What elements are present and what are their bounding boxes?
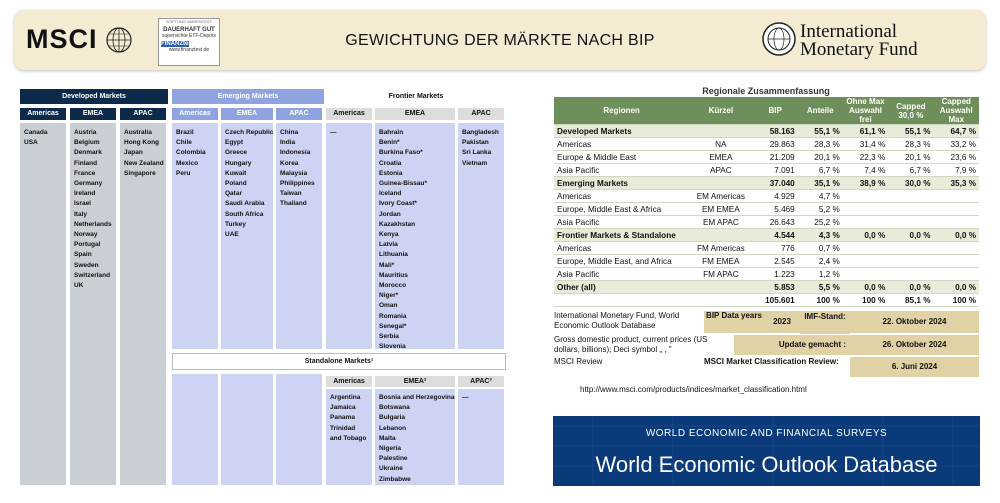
frontier-apac-country: Bangladesh [462, 129, 499, 136]
summary-cell-k: EM APAC [689, 216, 752, 229]
source-gdp: Gross domestic product, current prices (US dollars, billions); Deci symbol „ , " [554, 335, 708, 354]
emerging-apac-country: China [280, 129, 299, 136]
standalone-americas-country: Jamaica [330, 404, 356, 412]
col-ohne-max: Ohne Max Auswahl frei [843, 97, 888, 125]
frontier-emea-country: Latvia [379, 241, 398, 249]
emerging-apac-country: Korea [280, 159, 299, 167]
summary-title: Regionale Zusammenfassung [702, 86, 830, 96]
summary-cell-c: 85,1 % [888, 294, 933, 307]
emerging-apac-country: India [280, 139, 296, 147]
summary-cell-a: 5,2 % [798, 203, 843, 216]
summary-cell-k [689, 177, 752, 190]
developed-emea-country: Norway [74, 231, 98, 238]
emerging-emea-country: Czech Republic [225, 129, 274, 136]
summary-cell-o: 7,4 % [843, 164, 888, 177]
developed-markets-header: Developed Markets [20, 89, 168, 104]
summary-header-row [554, 97, 979, 125]
bip-years-label: BIP Data years [704, 311, 764, 333]
summary-cell-c: 55,1 % [888, 125, 933, 138]
summary-cell-c [888, 190, 933, 203]
developed-emea-country: Israel [74, 200, 91, 208]
developed-emea-country: Italy [74, 210, 88, 218]
developed-americas-panel [20, 123, 66, 485]
summary-cell-a: 0,7 % [798, 242, 843, 255]
summary-row [554, 177, 979, 190]
emerging-apac-country: Malaysia [280, 169, 308, 177]
developed-apac-country: Australia [124, 129, 152, 136]
summary-cell-r: Europe & Middle East [554, 151, 689, 164]
developed-emea-country: Portugal [74, 241, 101, 249]
msci-review-label: MSCI Market Classification Review: [704, 357, 839, 366]
emerging-americas-country: Colombia [176, 149, 206, 157]
summary-cell-m [933, 203, 979, 216]
frontier-americas-country: — [330, 129, 337, 136]
source-msci: MSCI Review [554, 357, 603, 366]
summary-cell-o: 0,0 % [843, 229, 888, 242]
summary-cell-m: 0,0 % [933, 229, 979, 242]
frontier-americas-panel [326, 123, 372, 349]
summary-cell-k: FM EMEA [689, 255, 752, 268]
imf-stand-label: IMF-Stand: [800, 311, 850, 334]
summary-cell-a: 100 % [798, 294, 843, 307]
summary-cell-a: 2,4 % [798, 255, 843, 268]
standalone-americas-country: and Tobago [330, 434, 367, 442]
emerging-emea-country: Poland [225, 180, 247, 187]
summary-cell-bip: 4.929 [752, 190, 797, 203]
summary-cell-a: 4,3 % [798, 229, 843, 242]
summary-cell-bip: 21.209 [752, 151, 797, 164]
emerging-apac-country: Philippines [280, 180, 315, 187]
summary-cell-c [888, 255, 933, 268]
standalone-emea-country: Bosnia and Herzegovina [379, 394, 455, 401]
summary-cell-c: 0,0 % [888, 281, 933, 294]
col-bip: BIP [752, 97, 797, 125]
frontier-col-0: Americas [326, 108, 372, 120]
standalone-emea-country: Bulgaria [379, 414, 406, 422]
summary-cell-r: Americas [554, 190, 689, 203]
frontier-emea-country: Benin* [379, 139, 400, 147]
frontier-emea-country: Senegal* [379, 322, 407, 330]
standalone-empty-panel [276, 374, 322, 485]
summary-cell-bip: 29.863 [752, 138, 797, 151]
developed-emea-country: Finland [74, 159, 98, 167]
summary-cell-r: Asia Pacific [554, 164, 689, 177]
frontier-col-2: APAC [458, 108, 504, 120]
summary-cell-a: 6,7 % [798, 164, 843, 177]
summary-cell-k: FM Americas [689, 242, 752, 255]
frontier-emea-country: Oman [379, 302, 398, 310]
summary-cell-c: 20,1 % [888, 151, 933, 164]
summary-cell-bip: 1.223 [752, 268, 797, 281]
frontier-emea-country: Iceland [379, 190, 402, 198]
summary-cell-k [689, 281, 752, 294]
developed-emea-country: Netherlands [74, 220, 112, 228]
emerging-emea-country: Qatar [225, 190, 242, 198]
standalone-americas-country: Argentina [330, 394, 361, 401]
frontier-emea-country: Burkina Faso* [379, 149, 423, 157]
summary-row [554, 216, 979, 229]
badge-line2: DAUERHAFT GUT [163, 27, 215, 33]
summary-cell-o [843, 268, 888, 281]
standalone-americas-country: Trinidad [330, 424, 356, 432]
summary-cell-a: 20,1 % [798, 151, 843, 164]
emerging-emea-country: Egypt [225, 139, 244, 147]
summary-cell-k [689, 294, 752, 307]
page-title: GEWICHTUNG DER MÄRKTE NACH BIP [345, 32, 655, 49]
emerging-americas-country: Peru [176, 169, 191, 177]
developed-apac-country: New Zealand [124, 159, 164, 167]
summary-row [554, 242, 979, 255]
summary-cell-bip: 5.469 [752, 203, 797, 216]
col-capped: Capped 30,0 % [888, 97, 933, 125]
update-label: Update gemacht : [734, 335, 850, 355]
summary-row [554, 229, 979, 242]
frontier-apac-country: Pakistan [462, 139, 489, 147]
frontier-apac-country: Vietnam [462, 159, 488, 167]
badge-line4: FINANZtest [161, 41, 194, 47]
emerging-col-2: APAC [276, 108, 322, 120]
standalone-emea-country: Lebanon [379, 424, 407, 432]
imf-line1: International [800, 21, 898, 42]
summary-cell-o: 61,1 % [843, 125, 888, 138]
summary-cell-a: 4,7 % [798, 190, 843, 203]
frontier-emea-country: Bahrain [379, 129, 404, 136]
summary-cell-k [689, 229, 752, 242]
developed-col-0: Americas [20, 108, 66, 120]
weo-subtitle: WORLD ECONOMIC AND FINANCIAL SURVEYS [645, 428, 888, 439]
emerging-emea-country: Hungary [225, 159, 252, 167]
summary-cell-bip: 5.853 [752, 281, 797, 294]
summary-cell-bip: 58.163 [752, 125, 797, 138]
summary-row [554, 138, 979, 151]
summary-cell-bip: 4.544 [752, 229, 797, 242]
summary-cell-o [843, 255, 888, 268]
summary-cell-k: APAC [689, 164, 752, 177]
summary-cell-r: Other (all) [554, 281, 689, 294]
summary-cell-a: 35,1 % [798, 177, 843, 190]
summary-cell-bip: 7.091 [752, 164, 797, 177]
frontier-emea-country: Serbia [379, 333, 399, 340]
finanztest-badge [158, 18, 220, 66]
emerging-americas-country: Chile [176, 139, 192, 147]
summary-row [554, 268, 979, 281]
developed-emea-country: Germany [74, 180, 103, 187]
emerging-emea-country: Kuwait [225, 169, 247, 177]
developed-americas-country: Canada [24, 129, 48, 136]
weo-banner [553, 416, 980, 486]
frontier-emea-country: Morocco [379, 282, 407, 289]
summary-row [554, 125, 979, 138]
emerging-apac-country: Indonesia [280, 149, 311, 157]
summary-cell-a: 5,5 % [798, 281, 843, 294]
developed-emea-country: Belgium [74, 139, 100, 147]
summary-table [554, 97, 979, 307]
frontier-col-1: EMEA [375, 108, 455, 120]
developed-apac-country: Singapore [124, 169, 156, 177]
standalone-emea-country: Malta [379, 434, 396, 442]
frontier-emea-country: Slovenia [379, 343, 406, 351]
col-kuerzel: Kürzel [689, 97, 752, 125]
emerging-emea-country: UAE [225, 231, 239, 238]
emerging-americas-country: Mexico [176, 159, 199, 167]
standalone-apac-panel [458, 389, 504, 485]
emerging-emea-country: Turkey [225, 220, 246, 228]
summary-cell-r: Europe, Middle East, and Africa [554, 255, 689, 268]
standalone-emea-country: Palestine [379, 455, 408, 463]
summary-cell-r: Developed Markets [554, 125, 689, 138]
summary-cell-r: Americas [554, 242, 689, 255]
developed-emea-country: Denmark [74, 149, 102, 157]
source-imf: International Monetary Fund, World Economic Outlook Database [554, 311, 680, 330]
summary-cell-m: 7,9 % [933, 164, 979, 177]
developed-col-2: APAC [120, 108, 166, 120]
frontier-emea-country: Mali* [379, 261, 395, 269]
summary-cell-m: 33,2 % [933, 138, 979, 151]
developed-emea-country: Sweden [74, 261, 99, 269]
developed-americas-country: USA [24, 139, 38, 147]
summary-cell-r: Americas [554, 138, 689, 151]
badge-line1: STIFTUNG WARENTEST [165, 19, 213, 24]
developed-col-1: EMEA [70, 108, 116, 120]
summary-cell-m [933, 268, 979, 281]
frontier-emea-country: Ivory Coast* [379, 200, 417, 208]
summary-cell-o [843, 216, 888, 229]
summary-row [554, 255, 979, 268]
emerging-emea-country: Saudi Arabia [225, 200, 265, 208]
update-date: 26. Oktober 2024 [850, 335, 979, 355]
summary-cell-c: 6,7 % [888, 164, 933, 177]
frontier-emea-country: Lithuania [379, 251, 408, 259]
summary-cell-k: EM Americas [689, 190, 752, 203]
summary-cell-c [888, 203, 933, 216]
summary-cell-k: FM APAC [689, 268, 752, 281]
summary-cell-r [554, 294, 689, 307]
summary-cell-bip: 26.643 [752, 216, 797, 229]
summary-cell-m: 100 % [933, 294, 979, 307]
emerging-americas-country: Brazil [176, 129, 194, 136]
developed-emea-country: UK [74, 282, 84, 289]
summary-cell-r: Europe, Middle East & Africa [554, 203, 689, 216]
imf-seal-icon [762, 22, 796, 56]
standalone-markets-header: Standalone Markets¹ [172, 353, 506, 370]
badge-line3: supersichte ETF-Depots [162, 33, 216, 39]
summary-cell-r: Asia Pacific [554, 216, 689, 229]
summary-cell-c: 0,0 % [888, 229, 933, 242]
summary-cell-o: 22,3 % [843, 151, 888, 164]
frontier-apac-country: Sri Lanka [462, 149, 492, 157]
standalone-empty-panel [172, 374, 218, 485]
imf-logo-text [800, 23, 918, 59]
summary-cell-a: 1,2 % [798, 268, 843, 281]
imf-stand-date: 22. Oktober 2024 [850, 311, 979, 333]
summary-cell-c: 30,0 % [888, 177, 933, 190]
summary-cell-c [888, 216, 933, 229]
frontier-markets-header: Frontier Markets [326, 89, 506, 104]
summary-cell-m: 23,6 % [933, 151, 979, 164]
frontier-emea-country: Kenya [379, 231, 399, 238]
imf-line2: Monetary Fund [800, 39, 918, 60]
summary-row [554, 203, 979, 216]
emerging-col-0: Americas [172, 108, 218, 120]
summary-cell-k [689, 125, 752, 138]
summary-row [554, 281, 979, 294]
standalone-col-1: EMEA² [375, 376, 455, 387]
summary-cell-o: 31,4 % [843, 138, 888, 151]
summary-cell-a: 25,2 % [798, 216, 843, 229]
badge-line5: www.finanztest.de [168, 47, 210, 53]
summary-cell-r: Emerging Markets [554, 177, 689, 190]
col-regionen: Regionen [554, 97, 689, 125]
summary-row [554, 190, 979, 203]
summary-cell-c [888, 242, 933, 255]
frontier-emea-country: Romania [379, 312, 407, 320]
col-anteile: Anteile [798, 97, 843, 125]
msci-logo: MSCI [26, 24, 98, 54]
developed-emea-country: Switzerland [74, 271, 111, 279]
summary-cell-bip: 2.545 [752, 255, 797, 268]
developed-apac-country: Hong Kong [124, 139, 160, 147]
summary-cell-m [933, 216, 979, 229]
summary-cell-o: 100 % [843, 294, 888, 307]
summary-row [554, 151, 979, 164]
summary-cell-m [933, 190, 979, 203]
summary-cell-m [933, 255, 979, 268]
frontier-emea-country: Niger* [379, 292, 399, 300]
summary-cell-k: NA [689, 138, 752, 151]
emerging-apac-country: Thailand [280, 200, 307, 208]
frontier-emea-country: Guinea-Bissau* [379, 180, 428, 187]
frontier-emea-country: Mauritius [379, 271, 408, 279]
summary-cell-c [888, 268, 933, 281]
summary-cell-r: Asia Pacific [554, 268, 689, 281]
frontier-emea-country: Kazakhstan [379, 220, 416, 228]
frontier-emea-country: Estonia [379, 169, 403, 177]
summary-row [554, 164, 979, 177]
summary-cell-m: 64,7 % [933, 125, 979, 138]
standalone-empty-panel [221, 374, 273, 485]
standalone-americas-country: Panama [330, 414, 355, 422]
standalone-emea-country: Nigeria [379, 445, 402, 452]
summary-cell-k: EMEA [689, 151, 752, 164]
developed-emea-country: Ireland [74, 190, 96, 198]
emerging-col-1: EMEA [221, 108, 273, 120]
summary-cell-o: 0,0 % [843, 281, 888, 294]
summary-cell-a: 28,3 % [798, 138, 843, 151]
developed-emea-country: Austria [74, 129, 97, 136]
summary-cell-r: Frontier Markets & Standalone [554, 229, 689, 242]
emerging-apac-country: Taiwan [280, 190, 302, 198]
summary-cell-a: 55,1 % [798, 125, 843, 138]
developed-emea-country: France [74, 169, 96, 177]
emerging-markets-header: Emerging Markets [172, 89, 324, 104]
summary-cell-o [843, 242, 888, 255]
summary-row [554, 294, 979, 307]
standalone-col-2: APAC³ [458, 376, 504, 387]
bip-year: 2023 [764, 311, 800, 333]
summary-cell-m: 0,0 % [933, 281, 979, 294]
developed-emea-country: Spain [74, 251, 92, 259]
msci-review-date: 6. Juni 2024 [850, 357, 979, 377]
standalone-emea-country: Botswana [379, 404, 410, 412]
summary-cell-k: EM EMEA [689, 203, 752, 216]
weo-title: World Economic Outlook Database [595, 452, 938, 477]
summary-cell-o: 38,9 % [843, 177, 888, 190]
summary-cell-bip: 776 [752, 242, 797, 255]
frontier-emea-country: Croatia [379, 159, 402, 167]
summary-cell-o [843, 190, 888, 203]
standalone-col-0: Americas [326, 376, 372, 387]
developed-apac-country: Japan [124, 149, 143, 157]
summary-cell-bip: 37.040 [752, 177, 797, 190]
summary-cell-m [933, 242, 979, 255]
emerging-emea-country: South Africa [225, 210, 264, 218]
standalone-emea-country: Zimbabwe [379, 475, 411, 483]
summary-cell-m: 35,3 % [933, 177, 979, 190]
globe-icon [105, 26, 133, 54]
summary-cell-bip: 105.601 [752, 294, 797, 307]
col-capped-max: Capped Auswahl Max [933, 97, 979, 125]
emerging-emea-country: Greece [225, 149, 248, 157]
summary-cell-o [843, 203, 888, 216]
standalone-emea-country: Ukraine [379, 465, 403, 473]
summary-cell-c: 28,3 % [888, 138, 933, 151]
msci-link[interactable]: http://www.msci.com/products/indices/market_classification.html [580, 385, 807, 394]
standalone-apac-country: — [462, 394, 469, 401]
frontier-emea-country: Jordan [379, 210, 401, 218]
